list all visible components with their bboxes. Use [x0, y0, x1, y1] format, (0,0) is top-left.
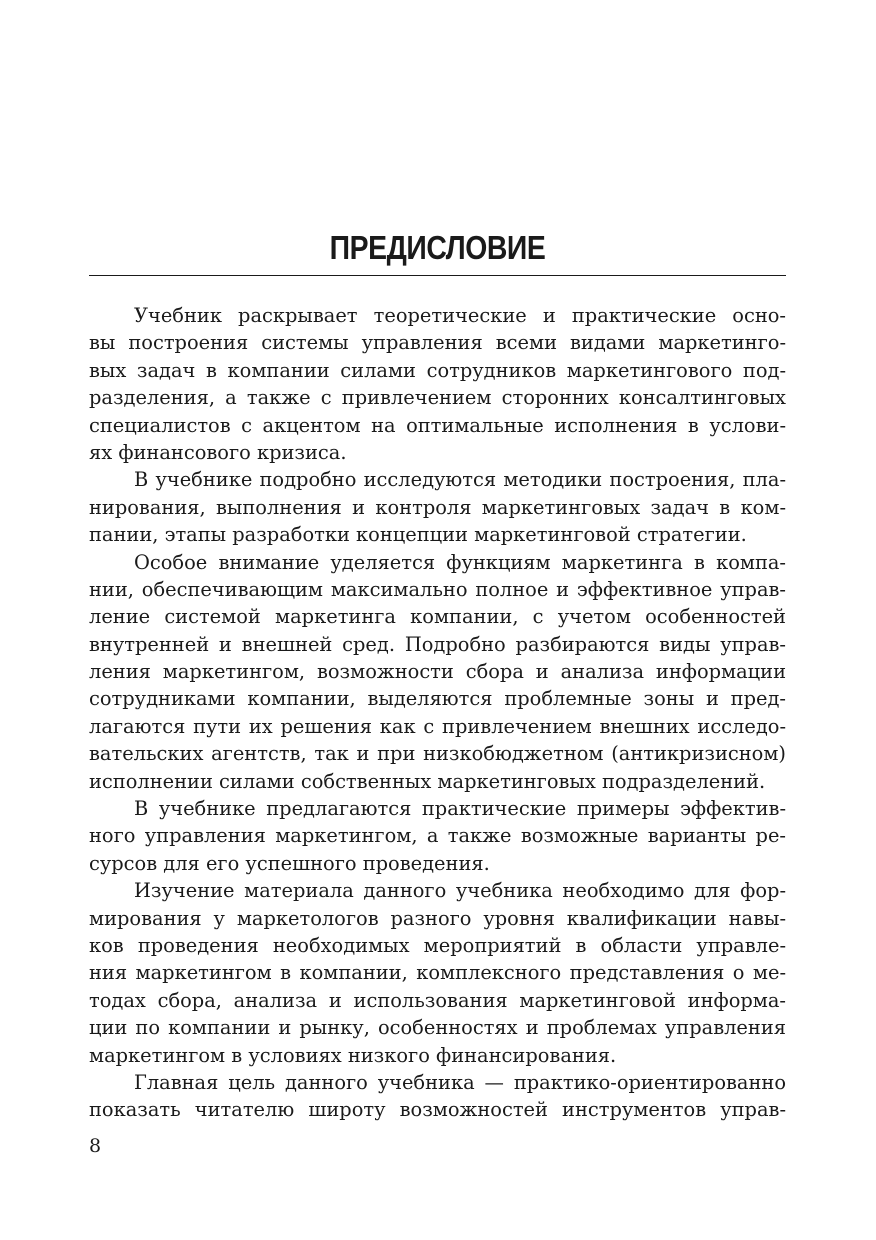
text-line: лагаются пути их решения как с привлечением внешних исследо-: [89, 714, 786, 738]
page-title: ПРЕДИСЛОВИЕ: [329, 229, 546, 266]
text-line: маркетингом в условиях низкого финансирования.: [89, 1043, 617, 1067]
text-line: вых задач в компании силами сотрудников маркетингового под-: [89, 358, 786, 382]
body-text: [89, 302, 786, 1124]
text-line: ления маркетингом, возможности сбора и анализа информации: [89, 660, 786, 684]
paragraph: [89, 549, 786, 796]
text-line: сотрудниками компании, выделяются проблемные зоны и пред-: [89, 687, 786, 711]
paragraph: [89, 1069, 786, 1124]
text-line: Учебник раскрывает теоретические и практические осно-: [134, 304, 786, 327]
paragraph: [89, 877, 786, 1069]
text-line: Особое внимание уделяется функциям маркетинга в компа-: [134, 550, 786, 574]
text-line: специалистов с акцентом на оптимальные исполнения в услови-: [89, 413, 786, 437]
text-line: сурсов для его успешного проведения.: [89, 851, 490, 875]
text-line: тодах сбора, анализа и использования маркетинговой информа-: [89, 988, 786, 1012]
text-line: ного управления маркетингом, а также возможные варианты ре-: [89, 824, 786, 848]
page-number: 8: [89, 1135, 102, 1157]
text-line: внутренней и внешней сред. Подробно разбираются виды управ-: [89, 632, 786, 656]
text-line: ях финансового кризиса.: [89, 440, 347, 464]
text-line: нии, обеспечивающим максимально полное и эффективное управ-: [89, 577, 786, 601]
text-line: пании, этапы разработки концепции маркетинговой стратегии.: [89, 523, 747, 547]
text-line: вательских агентств, так и при низкобюджетном (антикризисном): [89, 742, 786, 766]
text-line: В учебнике предлагаются практические примеры эффектив-: [134, 797, 786, 821]
text-line: ков проведения необходимых мероприятий в области управле-: [89, 933, 786, 957]
text-line: Изучение материала данного учебника необходимо для фор-: [134, 879, 786, 903]
text-line: исполнении силами собственных маркетинговых подразделений.: [89, 769, 766, 793]
text-line: ление системой маркетинга компании, с учетом особенностей: [89, 605, 786, 629]
paragraph: [89, 302, 786, 466]
text-line: вы построения системы управления всеми видами маркетинго-: [89, 331, 786, 355]
text-line: В учебнике подробно исследуются методики построения, пла-: [134, 468, 786, 492]
paragraph: [89, 466, 786, 548]
title-underline-rule: [89, 275, 786, 276]
text-line: нирования, выполнения и контроля маркетинговых задач в ком-: [89, 495, 786, 519]
text-line: показать читателю широту возможностей инструментов управ-: [89, 1098, 786, 1122]
text-line: Главная цель данного учебника — практико-ориентированно: [134, 1070, 786, 1094]
text-line: мирования у маркетологов разного уровня квалификации навы-: [89, 906, 786, 930]
paragraph: [89, 795, 786, 877]
text-line: ния маркетингом в компании, комплексного представления о ме-: [89, 961, 786, 985]
text-line: разделения, а также с привлечением сторонних консалтинговых: [89, 386, 786, 410]
text-line: ции по компании и рынку, особенностях и проблемах управления: [89, 1016, 786, 1040]
